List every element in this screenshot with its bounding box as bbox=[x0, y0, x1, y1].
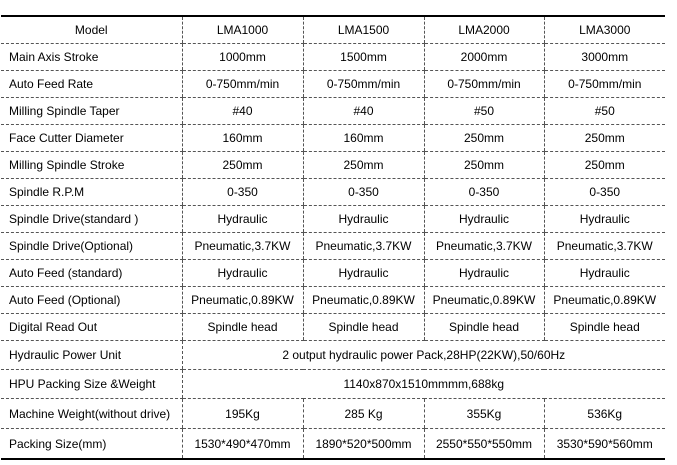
spec-row bbox=[1, 125, 665, 152]
spec-label: Digital Read Out bbox=[1, 314, 182, 341]
spec-label: Hydraulic Power Unit bbox=[1, 341, 182, 370]
model-name: LMA1500 bbox=[303, 16, 424, 44]
spec-label: Milling Spindle Stroke bbox=[1, 152, 182, 179]
spec-value: 250mm bbox=[424, 125, 544, 152]
spec-value: 0-350 bbox=[544, 179, 665, 206]
model-name: LMA2000 bbox=[424, 16, 544, 44]
spec-row bbox=[1, 287, 665, 314]
spec-label: Auto Feed (standard) bbox=[1, 260, 182, 287]
spec-value-merged: 2 output hydraulic power Pack,28HP(22KW),50/60Hz bbox=[182, 341, 665, 370]
spec-row bbox=[1, 341, 665, 370]
spec-value: Hydraulic bbox=[544, 206, 665, 233]
spec-value: 250mm bbox=[424, 152, 544, 179]
spec-value: #40 bbox=[182, 98, 303, 125]
spec-value: Hydraulic bbox=[303, 260, 424, 287]
spec-row bbox=[1, 260, 665, 287]
spec-value: 1890*520*500mm bbox=[303, 429, 424, 460]
spec-value: Spindle head bbox=[182, 314, 303, 341]
spec-value: 160mm bbox=[303, 125, 424, 152]
spec-value: 250mm bbox=[544, 125, 665, 152]
spec-value: Spindle head bbox=[424, 314, 544, 341]
spec-row bbox=[1, 206, 665, 233]
spec-value: 285 Kg bbox=[303, 399, 424, 429]
spec-label: Milling Spindle Taper bbox=[1, 98, 182, 125]
spec-label: Auto Feed Rate bbox=[1, 71, 182, 98]
spec-label: Spindle R.P.M bbox=[1, 179, 182, 206]
spec-value: 0-750mm/min bbox=[182, 71, 303, 98]
spec-value-merged: 1140x870x1510mmmm,688kg bbox=[182, 370, 665, 399]
spec-value: 2000mm bbox=[424, 44, 544, 71]
spec-value: 0-750mm/min bbox=[303, 71, 424, 98]
model-name: LMA3000 bbox=[544, 16, 665, 44]
spec-value: Pneumatic,3.7KW bbox=[424, 233, 544, 260]
spec-row bbox=[1, 152, 665, 179]
spec-label: Spindle Drive(standard ) bbox=[1, 206, 182, 233]
spec-value: Hydraulic bbox=[424, 206, 544, 233]
spec-value: Hydraulic bbox=[182, 260, 303, 287]
spec-value: 250mm bbox=[182, 152, 303, 179]
spec-label: Machine Weight(without drive) bbox=[1, 399, 182, 429]
spec-value: 355Kg bbox=[424, 399, 544, 429]
spec-value: Spindle head bbox=[544, 314, 665, 341]
spec-value: 160mm bbox=[182, 125, 303, 152]
spec-value: 1500mm bbox=[303, 44, 424, 71]
spec-row bbox=[1, 98, 665, 125]
spec-value: 250mm bbox=[544, 152, 665, 179]
spec-value: 2550*550*550mm bbox=[424, 429, 544, 460]
spec-value: Pneumatic,3.7KW bbox=[303, 233, 424, 260]
header-row bbox=[1, 16, 665, 44]
spec-value: Pneumatic,0.89KW bbox=[424, 287, 544, 314]
spec-value: 3530*590*560mm bbox=[544, 429, 665, 460]
spec-value: Pneumatic,3.7KW bbox=[544, 233, 665, 260]
spec-value: 0-750mm/min bbox=[544, 71, 665, 98]
spec-value: Hydraulic bbox=[182, 206, 303, 233]
spec-value: 0-350 bbox=[303, 179, 424, 206]
spec-value: #40 bbox=[303, 98, 424, 125]
spec-table bbox=[1, 15, 665, 460]
spec-row bbox=[1, 429, 665, 460]
spec-row bbox=[1, 399, 665, 429]
model-name: LMA1000 bbox=[182, 16, 303, 44]
spec-value: 1000mm bbox=[182, 44, 303, 71]
spec-sheet bbox=[1, 15, 665, 460]
spec-value: Pneumatic,3.7KW bbox=[182, 233, 303, 260]
spec-value: Spindle head bbox=[303, 314, 424, 341]
spec-row bbox=[1, 179, 665, 206]
header-label: Model bbox=[1, 16, 182, 44]
spec-row bbox=[1, 44, 665, 71]
spec-label: Auto Feed (Optional) bbox=[1, 287, 182, 314]
spec-value: 0-750mm/min bbox=[424, 71, 544, 98]
spec-value: Hydraulic bbox=[424, 260, 544, 287]
spec-row bbox=[1, 233, 665, 260]
spec-row bbox=[1, 314, 665, 341]
spec-value: 0-350 bbox=[182, 179, 303, 206]
spec-value: #50 bbox=[424, 98, 544, 125]
spec-value: 1530*490*470mm bbox=[182, 429, 303, 460]
spec-value: Pneumatic,0.89KW bbox=[182, 287, 303, 314]
spec-value: 0-350 bbox=[424, 179, 544, 206]
spec-value: Hydraulic bbox=[544, 260, 665, 287]
spec-label: Spindle Drive(Optional) bbox=[1, 233, 182, 260]
spec-value: Pneumatic,0.89KW bbox=[544, 287, 665, 314]
spec-value: Pneumatic,0.89KW bbox=[303, 287, 424, 314]
spec-label: Main Axis Stroke bbox=[1, 44, 182, 71]
spec-label: Packing Size(mm) bbox=[9, 436, 107, 451]
spec-row bbox=[1, 71, 665, 98]
spec-value: Hydraulic bbox=[303, 206, 424, 233]
spec-label: HPU Packing Size &Weight bbox=[1, 370, 182, 399]
spec-value: 250mm bbox=[303, 152, 424, 179]
spec-row bbox=[1, 370, 665, 399]
spec-value: 536Kg bbox=[544, 399, 665, 429]
spec-value: 195Kg bbox=[182, 399, 303, 429]
spec-label: Face Cutter Diameter bbox=[1, 125, 182, 152]
spec-value: 3000mm bbox=[544, 44, 665, 71]
spec-value: #50 bbox=[544, 98, 665, 125]
